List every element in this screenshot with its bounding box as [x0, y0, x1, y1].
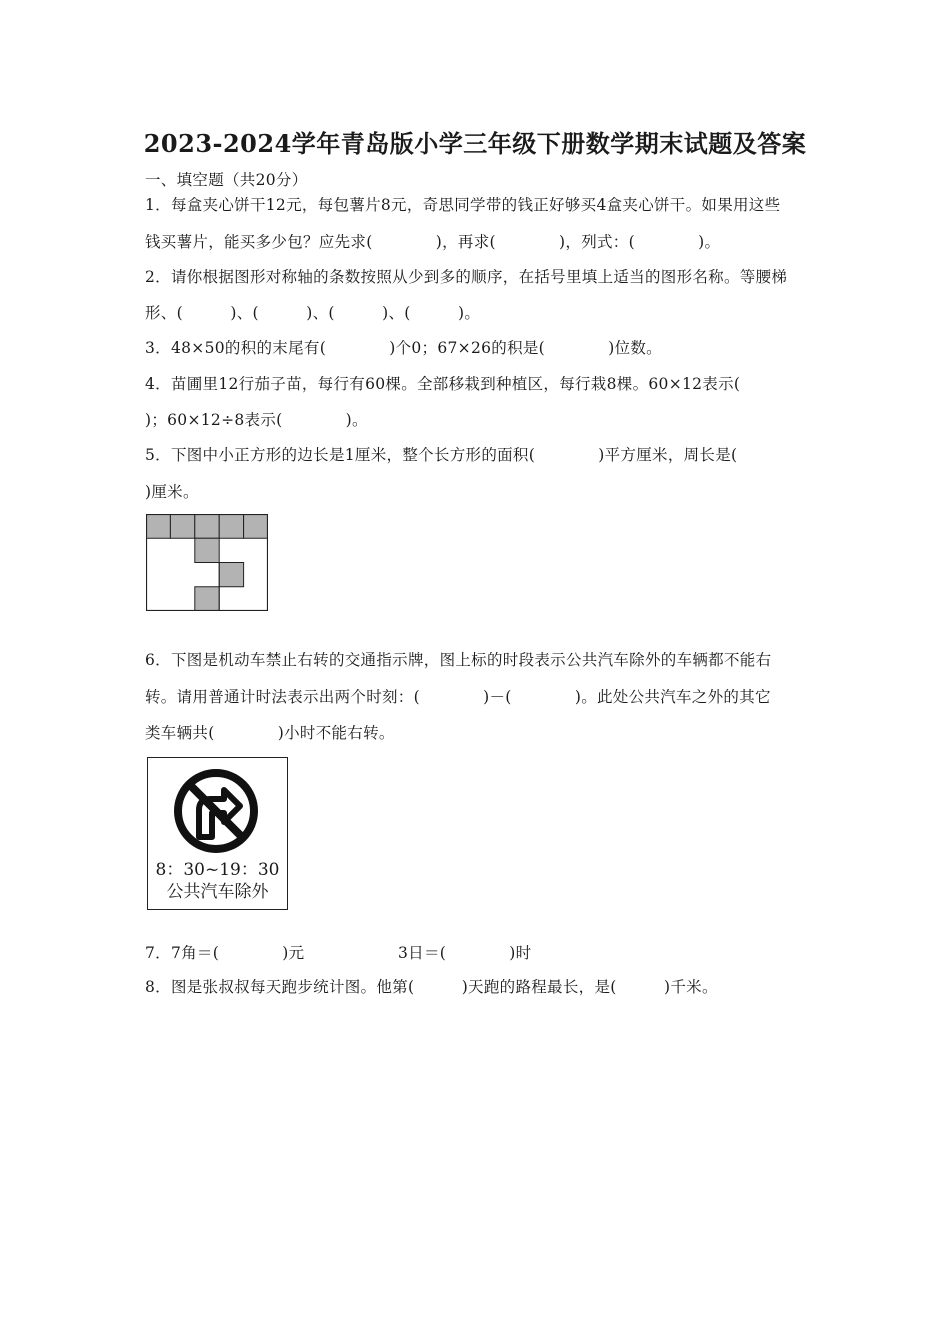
section-heading: 一、填空题（共20分）: [145, 171, 308, 189]
question-4-line-2: )；60×12÷8表示( )。: [145, 411, 368, 429]
shaded-cell: [244, 514, 268, 538]
shaded-cell: [195, 538, 219, 562]
question-3: 3．48×50的积的末尾有( )个0；67×26的积是( )位数。: [145, 339, 662, 357]
question-7-part-1: 7．7角＝( )元: [145, 944, 305, 962]
sign-time-range: 8：30~19：30: [155, 860, 280, 880]
page-title: 2023-2024学年青岛版小学三年级下册数学期末试题及答案: [143, 129, 807, 158]
question-4-line-1: 4．苗圃里12行茄子苗，每行有60棵。全部移栽到种植区，每行栽8棵。60×12表示(: [145, 375, 741, 393]
sign-caption: 公共汽车除外: [166, 882, 269, 902]
question-6-line-2: 转。请用普通计时法表示出两个时刻：( )－( )。此处公共汽车之外的其它: [145, 688, 771, 706]
shaded-cell: [219, 514, 243, 538]
question-2-line-2: 形、( )、( )、( )、( )。: [145, 304, 481, 322]
no-right-turn-icon: [170, 766, 262, 856]
shaded-cell: [146, 514, 170, 538]
shaded-cell: [170, 514, 194, 538]
shaded-cell: [195, 587, 219, 611]
question-1-line-2: 钱买薯片，能买多少包？应先求( )，再求( )，列式：( )。: [145, 233, 721, 251]
question-5-line-1: 5．下图中小正方形的边长是1厘米，整个长方形的面积( )平方厘米，周长是(: [145, 446, 738, 464]
shaded-cell: [195, 514, 219, 538]
question-2-line-1: 2．请你根据图形对称轴的条数按照从少到多的顺序，在括号里填上适当的图形名称。等腰梯: [145, 268, 788, 286]
question-1-line-1: 1．每盒夹心饼干12元，每包薯片8元，奇思同学带的钱正好够买4盒夹心饼干。如果用这些: [145, 196, 781, 214]
shaded-cell: [219, 563, 243, 587]
question-6-line-3: 类车辆共( )小时不能右转。: [145, 724, 395, 742]
rectangle-grid-figure: [146, 514, 268, 611]
question-8: 8．图是张叔叔每天跑步统计图。他第( )天跑的路程最长，是( )千米。: [145, 978, 718, 996]
traffic-sign: [147, 757, 288, 910]
question-7-part-2: 3日＝( )时: [398, 944, 532, 962]
question-5-line-2: )厘米。: [145, 483, 199, 501]
question-6-line-1: 6．下图是机动车禁止右转的交通指示牌，图上标的时段表示公共汽车除外的车辆都不能右: [145, 651, 772, 669]
